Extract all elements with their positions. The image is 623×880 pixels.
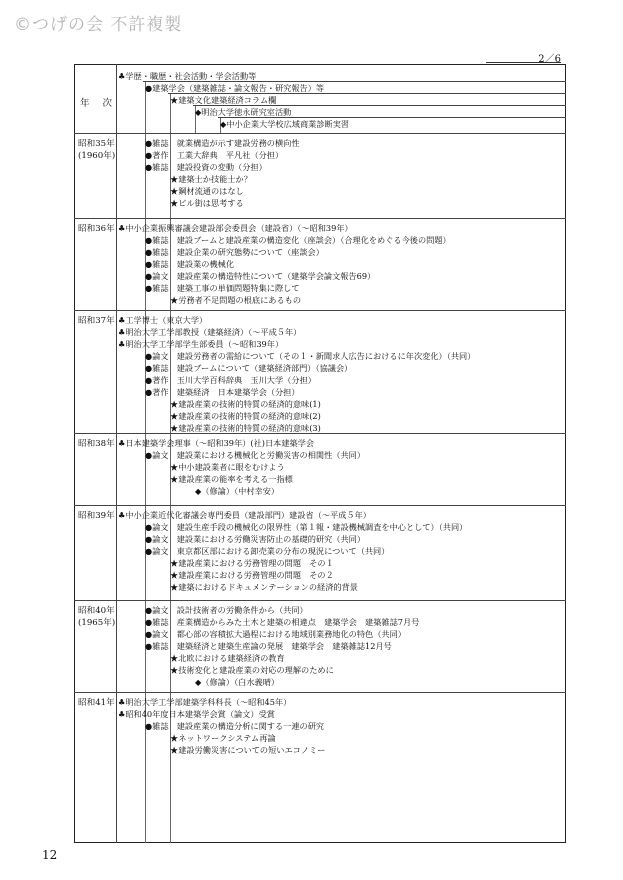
year-label: 昭和38年: [78, 439, 115, 449]
legend-item: ♣学歴・職歴・社会活動・学会活動等: [118, 71, 257, 81]
entry-line: ●論文 設計技術者の労働条件から（共同）: [145, 605, 308, 615]
entry-line: ★建設産業の技術的特質の経済的意味(2): [170, 411, 321, 421]
year-label: (1960年): [78, 151, 116, 161]
page-number: 12: [42, 848, 58, 862]
page-indicator-rule: [486, 62, 561, 63]
entry-line: ★鋼材流通のはなし: [170, 186, 244, 196]
entry-line: ●論文 都心部の容積拡大過程における地域別業務地化の特色（共同）: [145, 629, 406, 639]
entry-line: ♣明治大学工学部教授（建築経済）（〜平成５年）: [118, 327, 302, 337]
year-label: 昭和37年: [78, 316, 115, 326]
legend-item: ●建築学会（建築雑誌・論文報告・研究報告）等: [145, 83, 325, 93]
year-label: 昭和36年: [78, 224, 115, 234]
entry-line: ●雑誌 就業構造が示す建設労務の横向性: [145, 138, 300, 148]
entry-line: ●雑誌 建設ブームについて（建築経済部門）（協議会）: [145, 363, 353, 373]
entry-line: ♣中小企業振興審議会建設部会委員会（建設省）（〜昭和39年）: [118, 223, 353, 233]
section-divider: [74, 600, 566, 601]
entry-line: ●雑誌 産業構造からみた土木と建築の相違点 建築学会 建築雑誌7月号: [145, 617, 420, 627]
entry-line: ●論文 東京都区部における卸売業の分布の現況について（共同）: [145, 546, 390, 556]
year-label: 昭和40年: [78, 606, 115, 616]
entry-line: ●論文 建設生産手段の機械化の限界性（第１報・建設機械調査を中心として）（共同）: [145, 522, 468, 532]
entry-line: ★北欧における建築経済の教育: [170, 653, 285, 663]
entry-line: ★建設産業における労務管理の問題 その１: [170, 558, 334, 568]
entry-line: ★建設産業の能率を考える一指標: [170, 474, 293, 484]
entry-line: ●著作 工業大辞典 平凡社（分担）: [145, 150, 284, 160]
year-header: 年 次: [80, 98, 118, 109]
entry-line: ★建設産業における労務管理の問題 その２: [170, 570, 334, 580]
entry-line: ●論文 建設業における労働災害防止の基礎的研究（共同）: [145, 534, 366, 544]
entry-line: ♣昭和40年度日本建築学会賞（論文）受賞: [118, 709, 275, 719]
year-label: (1965年): [78, 618, 116, 628]
year-label: 昭和35年: [78, 139, 115, 149]
entry-line: ●雑誌 建設ブームと建設産業の構造変化（座談会）（合理化をめぐる今後の問題）: [145, 235, 451, 245]
year-label: 昭和41年: [78, 698, 115, 708]
section-divider: [74, 310, 566, 311]
section-divider: [74, 692, 566, 693]
entry-line: ★労務者不足問題の根底にあるもの: [170, 295, 302, 305]
section-divider: [74, 218, 566, 219]
entry-line: ◆（修論）（白水義晴）: [195, 677, 280, 687]
entry-line: ♣日本建築学会理事（〜昭和39年）(社)日本建築学会: [118, 438, 315, 448]
entry-line: ●論文 建設業における機械化と労働災害の相関性（共同）: [145, 450, 366, 460]
legend-item: ◆明治大学徳永研究室活動: [195, 107, 292, 117]
entry-line: ◆（修論）（中村幸安）: [195, 486, 280, 496]
entry-line: ●著作 建築経済 日本建築学会（分担）: [145, 387, 300, 397]
entry-line: ♣明治大学工学部学生部委員（〜昭和39年）: [118, 339, 284, 349]
year-label: 昭和39年: [78, 511, 115, 521]
legend-item: ◆中小企業大学校広域商業診断実習: [220, 119, 350, 129]
entry-line: ●雑誌 建設投資の変動（分担）: [145, 162, 267, 172]
entry-line: ●雑誌 建設業の機械化: [145, 259, 235, 269]
entry-line: ★中小建設業者に眼をむけよう: [170, 462, 285, 472]
entry-line: ●雑誌 建設企業の研究態勢について（座談会）: [145, 247, 324, 257]
entry-line: ★建築におけるドキュメンテーションの経済的背景: [170, 582, 358, 592]
entry-line: ●雑誌 建築経済と建築生産論の発展 建築学会 建築雑誌12月号: [145, 641, 392, 651]
entry-line: ●雑誌 建設産業の構造分析に関する一連の研究: [145, 721, 325, 731]
section-divider: [74, 505, 566, 506]
entry-line: ★ネットワークシステム再論: [170, 733, 276, 743]
entry-line: ●著作 玉川大学百科辞典 玉川大学（分担）: [145, 375, 316, 385]
entry-line: ●論文 建設労務者の需給について（その１・新聞求人広告におけるに年次変化）（共同）: [145, 351, 476, 361]
entry-line: ★建設産業の技術的特質の経済的意味(3): [170, 423, 321, 433]
entry-line: ★建設労働災害についての短いエコノミー: [170, 745, 326, 755]
legend-item: ★建築文化建築経済コラム欄: [170, 95, 277, 105]
entry-line: ★ビル街は思考する: [170, 198, 244, 208]
entry-line: ♣明治大学工学部建築学科科長（〜昭和45年）: [118, 697, 292, 707]
entry-line: ●雑誌 建築工事の単価問題特集に際して: [145, 283, 300, 293]
entry-line: ●論文 建設産業の構造特性について（建築学会論文報告69）: [145, 271, 376, 281]
entry-line: ♣中小企業近代化審議会専門委員（建設部門）建設省（〜平成５年）: [118, 510, 371, 520]
section-divider: [74, 133, 566, 134]
entry-line: ★技術変化と建設産業の対応の理解のために: [170, 665, 334, 675]
page-indicator: 2／6: [538, 54, 561, 65]
entry-line: ★建設産業の技術的特質の経済的意味(1): [170, 399, 321, 409]
watermark: ©つげの会 不許複製: [14, 15, 183, 35]
entry-line: ★建築士か技能士か？: [170, 174, 252, 184]
year-column-divider: [116, 64, 117, 843]
entry-line: ♣工学博士（東京大学）: [118, 315, 208, 325]
